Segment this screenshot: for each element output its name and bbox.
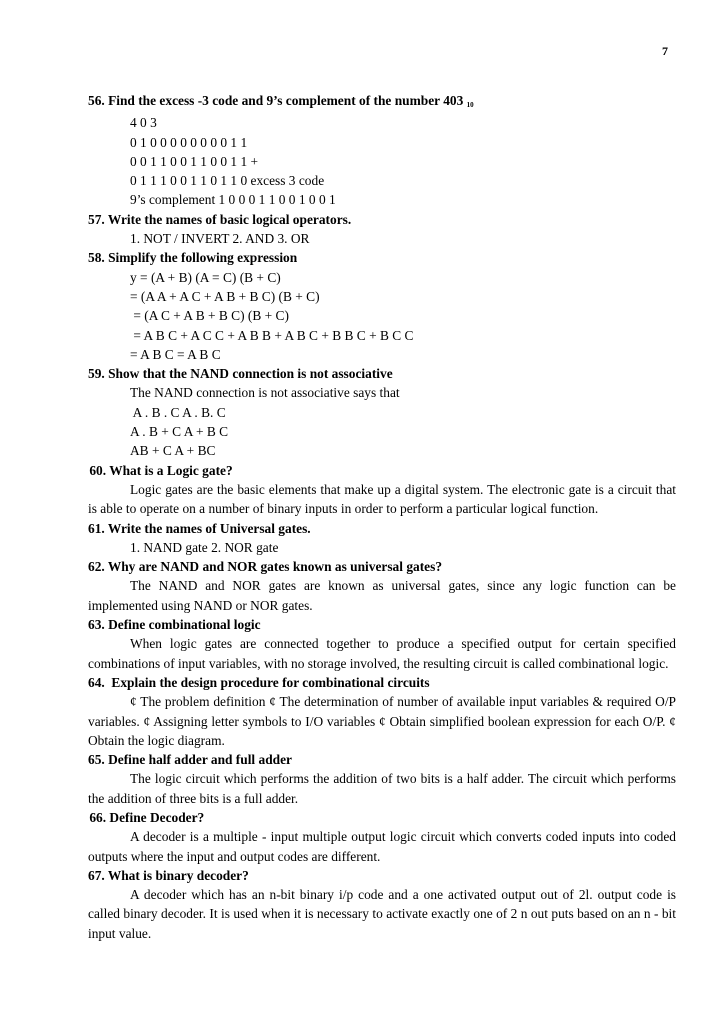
q56-line: 0 1 0 0 0 0 0 0 0 0 1 1 [130,134,248,150]
q61-line: 1. NAND gate 2. NOR gate [130,539,279,555]
question-56-title [88,91,676,113]
question-64-title: 64. Explain the design procedure for combinational circuits [88,674,430,690]
q60-answer-text: Logic gates are the basic elements that make up a digital system. The electronic gate is a circuit that is able to operate on a number of binary inputs in order to perform a particular logical function. [88,481,676,517]
page-number: 7 [662,44,668,58]
question-58-title: 58. Simplify the following expression [88,250,298,266]
question-66-title: 66. Define Decoder? [86,809,205,825]
q57-line: 1. NOT / INVERT 2. AND 3. OR [130,231,310,247]
question-62-title: 62. Why are NAND and NOR gates known as universal gates? [88,559,443,575]
q58-line: y = (A + B) (A = C) (B + C) [130,269,281,285]
q56-line: 0 0 1 1 0 0 1 1 0 0 1 1 + [130,153,259,169]
q62-answer-text: The NAND and NOR gates are known as universal gates, since any logic function can be implemented using NAND or NOR gates. [88,578,676,613]
q59-line: AB + C A + BC [130,443,216,459]
base-subscript: 10 [466,101,474,109]
question-56-text: 56. Find the excess -3 code and 9’s complement of the number 403 [88,93,464,108]
q58-line: = (A C + A B + B C) (B + C) [130,308,289,324]
document-body [88,91,676,943]
q56-line: 9’s complement 1 0 0 0 1 1 0 0 1 0 0 1 [130,192,336,208]
q67-answer [88,885,676,943]
q66-answer-text: A decoder is a multiple - input multiple output logic circuit which converts coded inputs into coded outputs where the input and output codes are different. [88,829,676,864]
q62-answer [88,576,676,615]
q59-line: The NAND connection is not associative says that [130,385,400,401]
question-67-title: 67. What is binary decoder? [88,867,249,883]
q63-answer-text: When logic gates are connected together to produce a specified output for certain specified combinations of input variables, with no storage involved, the resulting circuit is called combinational logic. [88,636,676,671]
q59-line: A . B + C A + B C [130,424,229,440]
q63-answer [88,634,676,673]
q65-answer-text: The logic circuit which performs the addition of two bits is a half adder. The circuit which performs the addition of three bits is a full adder. [88,771,676,806]
question-63-title: 63. Define combinational logic [88,617,261,633]
q67-answer-text: A decoder which has an n-bit binary i/p code and a one activated output out of 2l. output code is called binary decoder. It is used when it is necessary to activate exactly one of 2 n out puts based on an n - bit input value. [88,887,676,941]
q66-answer [88,827,676,866]
q58-line: = (A A + A C + A B + B C) (B + C) [130,288,320,304]
q60-answer [88,480,676,519]
question-59-title: 59. Show that the NAND connection is not associative [88,366,393,382]
q58-line: = A B C = A B C [130,346,221,362]
q56-line: 4 0 3 [130,115,157,131]
question-61-title: 61. Write the names of Universal gates. [88,520,311,536]
q59-line: A . B . C A . B. C [130,404,226,420]
q56-line: 0 1 1 1 0 0 1 1 0 1 1 0 excess 3 code [130,173,325,189]
question-60-title: 60. What is a Logic gate? [86,462,233,478]
q65-answer [88,769,676,808]
q64-answer [88,692,676,750]
question-57-title: 57. Write the names of basic logical operators. [88,211,352,227]
question-65-title: 65. Define half adder and full adder [88,752,292,768]
q64-answer-text: ¢ The problem definition ¢ The determination of number of available input variables & required O/P variables. ¢ Assigning letter symbols to I/O variables ¢ Obtain simplified boolean expression for each O/P. ¢ Obtain the logic diagram. [88,694,676,748]
q58-line: = A B C + A C C + A B B + A B C + B B C + B C C [130,327,414,343]
